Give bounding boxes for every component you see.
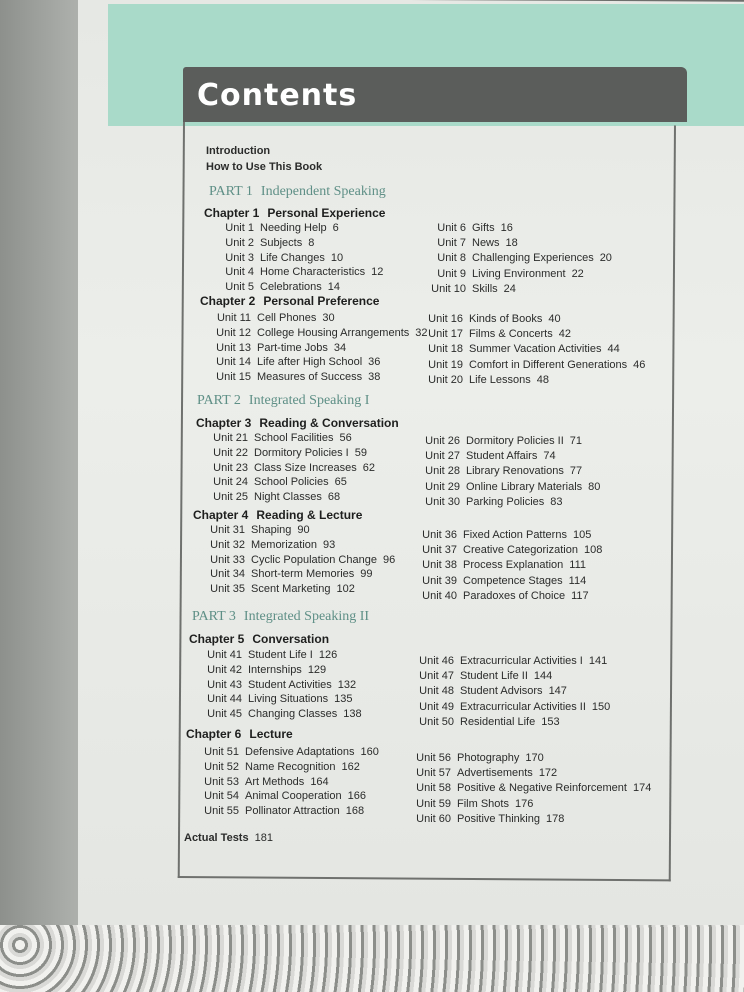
page-title: Contents xyxy=(197,78,358,113)
unit-number: Unit 27 xyxy=(425,450,460,463)
unit-title: Fixed Action Patterns xyxy=(463,529,567,541)
toc-entry xyxy=(416,435,582,447)
unit-title: News xyxy=(472,237,500,250)
unit-title: Student Life I xyxy=(248,649,313,661)
page-number: 90 xyxy=(297,524,310,536)
toc-entry xyxy=(195,790,366,802)
part-title: Integrated Speaking II xyxy=(243,609,370,624)
unit-number: Unit 22 xyxy=(213,446,248,459)
page-number: 10 xyxy=(330,251,344,264)
toc-entry xyxy=(419,313,561,325)
toc-entry xyxy=(207,371,380,383)
page-number: 71 xyxy=(569,435,583,447)
unit-number: Unit 14 xyxy=(216,356,251,369)
unit-number: Unit 38 xyxy=(422,559,457,572)
unit-number: Unit 12 xyxy=(216,326,251,339)
toc-entry xyxy=(413,529,591,541)
toc-entry xyxy=(410,655,607,667)
part-label: PART 1 xyxy=(209,184,253,199)
unit-number: Unit 59 xyxy=(416,797,451,810)
toc-entry xyxy=(419,359,645,371)
unit-number: Unit 56 xyxy=(416,752,451,764)
unit-number: Unit 36 xyxy=(422,529,457,541)
unit-title: Summer Vacation Activities xyxy=(469,343,602,356)
toc-entry xyxy=(410,685,567,697)
unit-number: Unit 57 xyxy=(416,767,451,780)
actual-tests-entry xyxy=(184,832,273,844)
toc-entry xyxy=(198,708,362,720)
unit-number: Unit 51 xyxy=(204,746,239,758)
unit-title: Dormitory Policies I xyxy=(254,446,349,459)
toc-entry xyxy=(204,462,375,474)
unit-number: Unit 40 xyxy=(422,589,457,602)
unit-title: Cell Phones xyxy=(257,312,317,324)
page-number: 117 xyxy=(571,589,589,602)
page-number: 65 xyxy=(334,476,347,489)
toc-entry xyxy=(413,590,589,602)
toc-entry xyxy=(201,539,335,551)
unit-title: Student Activities xyxy=(248,678,332,691)
unit-title: School Policies xyxy=(254,476,329,489)
unit-title: Home Characteristics xyxy=(260,266,366,279)
unit-title: Positive Thinking xyxy=(457,812,540,825)
toc-entry xyxy=(416,465,582,477)
chapter-heading xyxy=(196,416,399,430)
page-number: 172 xyxy=(538,767,558,780)
page-number: 153 xyxy=(541,715,560,728)
page-number: 40 xyxy=(548,313,561,325)
unit-title: Skills xyxy=(472,282,498,295)
unit-title: Dormitory Policies II xyxy=(466,435,564,447)
chapter-title: Personal Experience xyxy=(267,206,386,220)
page-number: 93 xyxy=(323,538,336,551)
page-number: 132 xyxy=(337,678,357,691)
toc-entry xyxy=(413,559,586,571)
unit-number: Unit 15 xyxy=(216,371,251,384)
unit-number: Unit 55 xyxy=(204,805,239,818)
unit-number: Unit 7 xyxy=(437,237,466,250)
unit-title: Extracurricular Activities II xyxy=(460,700,586,713)
unit-number: Unit 5 xyxy=(225,281,254,294)
unit-title: Measures of Success xyxy=(257,371,363,384)
toc-entry xyxy=(210,237,314,249)
page-number: 166 xyxy=(347,790,366,803)
unit-title: Animal Cooperation xyxy=(245,790,342,803)
chapter-heading xyxy=(204,206,385,220)
page-number: 14 xyxy=(327,281,341,294)
page-number: 162 xyxy=(341,760,360,773)
unit-number: Unit 35 xyxy=(210,583,245,596)
toc-entry xyxy=(407,813,564,825)
unit-title: Part-time Jobs xyxy=(257,341,328,354)
unit-number: Unit 60 xyxy=(416,812,451,825)
unit-title: Celebrations xyxy=(260,281,322,294)
page-number: 12 xyxy=(371,266,384,279)
toc-entry xyxy=(407,767,557,779)
toc-entry xyxy=(416,496,563,508)
unit-title: Cyclic Population Change xyxy=(251,553,377,566)
toc-entry xyxy=(195,761,360,773)
unit-title: Parking Policies xyxy=(466,495,545,508)
chapter-title: Reading & Conversation xyxy=(259,416,399,430)
page-number: 16 xyxy=(500,222,513,234)
toc-entry xyxy=(407,782,651,794)
page-number: 105 xyxy=(572,529,592,541)
part-label: PART 3 xyxy=(192,609,236,624)
unit-number: Unit 9 xyxy=(437,267,466,280)
toc-entry xyxy=(419,374,549,386)
unit-number: Unit 44 xyxy=(207,693,242,706)
page-number: 150 xyxy=(591,700,611,713)
toc-entry xyxy=(207,327,428,339)
unit-number: Unit 50 xyxy=(419,715,454,728)
toc-entry xyxy=(195,746,379,758)
unit-title: Shaping xyxy=(251,524,292,536)
unit-title: Gifts xyxy=(472,222,495,234)
page-number: 96 xyxy=(382,553,396,566)
unit-title: Film Shots xyxy=(457,797,509,810)
unit-number: Unit 10 xyxy=(431,282,466,295)
unit-number: Unit 33 xyxy=(210,553,245,566)
unit-number: Unit 3 xyxy=(225,251,254,264)
toc-entry xyxy=(422,252,612,264)
unit-title: Class Size Increases xyxy=(254,461,357,474)
unit-title: Name Recognition xyxy=(245,760,336,773)
unit-number: Unit 28 xyxy=(425,465,460,478)
page-number: 68 xyxy=(327,491,341,504)
unit-number: Unit 32 xyxy=(210,538,245,551)
page-number: 6 xyxy=(332,222,339,234)
part-title: Independent Speaking xyxy=(260,184,386,199)
unit-title: Subjects xyxy=(260,236,303,249)
unit-number: Unit 37 xyxy=(422,544,457,557)
unit-number: Unit 1 xyxy=(225,222,254,234)
toc-entry xyxy=(201,583,355,595)
unit-number: Unit 30 xyxy=(425,495,460,508)
chapter-title: Reading & Lecture xyxy=(256,508,363,522)
unit-title: Residential Life xyxy=(460,715,536,728)
unit-title: Defensive Adaptations xyxy=(245,746,355,758)
unit-number: Unit 26 xyxy=(425,435,460,447)
toc-entry xyxy=(204,447,367,459)
page-number: 38 xyxy=(368,371,381,384)
page-number: 126 xyxy=(318,649,338,661)
unit-number: Unit 43 xyxy=(207,678,242,691)
unit-title: Student Life II xyxy=(460,670,528,683)
part-heading xyxy=(209,184,386,200)
toc-entry xyxy=(210,281,340,293)
chapter-label: Chapter 1 xyxy=(204,206,260,220)
unit-title: Needing Help xyxy=(260,222,327,234)
unit-number: Unit 47 xyxy=(419,670,454,683)
unit-title: Pollinator Attraction xyxy=(245,805,340,818)
chapter-label: Chapter 3 xyxy=(196,416,252,430)
toc-entry xyxy=(201,554,395,566)
unit-title: Process Explanation xyxy=(463,559,564,572)
chapter-heading xyxy=(186,727,293,741)
intro-how-to-use: How to Use This Book xyxy=(206,161,323,173)
page-number: 44 xyxy=(607,343,620,356)
unit-number: Unit 29 xyxy=(425,480,460,493)
unit-title: Kinds of Books xyxy=(469,313,543,325)
unit-title: Life Lessons xyxy=(469,373,531,386)
unit-title: Library Renovations xyxy=(466,465,564,478)
page-number: 62 xyxy=(362,461,375,474)
toc-entry xyxy=(210,252,343,264)
toc-entry xyxy=(207,342,346,354)
unit-title: Positive & Negative Reinforcement xyxy=(457,782,627,795)
page-number: 80 xyxy=(588,480,601,493)
chapter-label: Chapter 2 xyxy=(200,294,256,308)
toc-entry xyxy=(416,450,556,462)
chapter-heading xyxy=(200,294,379,308)
unit-number: Unit 48 xyxy=(419,685,454,698)
unit-title: Internships xyxy=(248,663,302,676)
page-number: 102 xyxy=(336,583,355,596)
chapter-title: Personal Preference xyxy=(263,294,380,308)
page-number: 160 xyxy=(360,746,379,758)
unit-title: Scent Marketing xyxy=(251,583,331,596)
unit-number: Unit 34 xyxy=(210,568,245,581)
page-number: 22 xyxy=(571,267,584,280)
unit-title: Online Library Materials xyxy=(466,480,583,493)
unit-title: College Housing Arrangements xyxy=(257,326,410,339)
unit-number: Unit 39 xyxy=(422,574,457,587)
unit-title: School Facilities xyxy=(254,432,334,444)
page-number: 77 xyxy=(569,465,583,478)
page-number: 108 xyxy=(583,544,603,557)
toc-entry xyxy=(410,670,552,682)
page-number: 141 xyxy=(588,655,608,667)
toc-entry xyxy=(419,328,571,340)
page-number: 135 xyxy=(334,693,353,706)
page-number: 18 xyxy=(505,237,518,250)
unit-title: Living Environment xyxy=(472,267,566,280)
chapter-label: Chapter 6 xyxy=(186,727,242,741)
unit-number: Unit 54 xyxy=(204,790,239,803)
unit-title: Comfort in Different Generations xyxy=(469,358,628,371)
unit-title: Creative Categorization xyxy=(463,544,578,557)
page-number: 42 xyxy=(558,328,571,341)
unit-title: Student Advisors xyxy=(460,685,543,698)
unit-title: Living Situations xyxy=(248,693,329,706)
page-number: 168 xyxy=(345,805,365,818)
unit-title: Advertisements xyxy=(457,767,533,780)
unit-number: Unit 42 xyxy=(207,663,242,676)
page-number: 8 xyxy=(308,236,315,249)
unit-title: Life Changes xyxy=(260,251,325,264)
toc-entry xyxy=(204,476,347,488)
unit-number: Unit 11 xyxy=(216,312,251,324)
unit-number: Unit 4 xyxy=(225,266,254,279)
toc-entry xyxy=(198,664,326,676)
page-number: 56 xyxy=(339,432,352,444)
unit-number: Unit 31 xyxy=(210,524,245,536)
page-number: 178 xyxy=(545,812,565,825)
toc-entry xyxy=(407,798,533,810)
unit-number: Unit 17 xyxy=(428,328,463,341)
unit-number: Unit 46 xyxy=(419,655,454,667)
toc-entry xyxy=(422,237,518,249)
unit-title: Short-term Memories xyxy=(251,568,355,581)
toc-entry xyxy=(419,343,620,355)
page-number: 46 xyxy=(633,358,646,371)
toc-entry xyxy=(407,752,544,764)
unit-number: Unit 23 xyxy=(213,461,248,474)
unit-title: Art Methods xyxy=(245,775,305,788)
toc-entry xyxy=(413,575,586,587)
page-number: 24 xyxy=(503,282,516,295)
toc-entry xyxy=(201,524,310,536)
page-number: 170 xyxy=(525,752,544,764)
chapter-heading xyxy=(189,632,329,646)
unit-number: Unit 21 xyxy=(213,432,248,444)
unit-title: Changing Classes xyxy=(248,708,338,721)
page-number: 48 xyxy=(536,373,550,386)
unit-title: Extracurricular Activities I xyxy=(460,655,583,667)
unit-title: Life after High School xyxy=(257,356,363,369)
unit-title: Paradoxes of Choice xyxy=(463,589,566,602)
toc-entry xyxy=(198,693,352,705)
unit-number: Unit 45 xyxy=(207,708,242,721)
page-number: 20 xyxy=(599,252,612,265)
page-number: 147 xyxy=(548,685,567,698)
part-heading xyxy=(192,609,369,625)
toc-entry xyxy=(210,266,383,278)
toc-entry xyxy=(204,432,352,444)
actual-tests-label: Actual Tests xyxy=(184,832,249,844)
unit-title: Memorization xyxy=(251,538,318,551)
toc-entry xyxy=(201,568,373,580)
unit-number: Unit 58 xyxy=(416,782,451,795)
unit-title: Challenging Experiences xyxy=(472,252,594,265)
unit-number: Unit 18 xyxy=(428,343,463,356)
toc-entry xyxy=(410,701,610,713)
unit-number: Unit 6 xyxy=(437,222,466,234)
part-label: PART 2 xyxy=(197,393,241,408)
page-number: 32 xyxy=(415,326,428,339)
toc-entry xyxy=(198,679,356,691)
toc-entry xyxy=(207,356,380,368)
page-number: 36 xyxy=(368,356,381,369)
page-number: 176 xyxy=(514,797,534,810)
part-heading xyxy=(197,393,369,409)
unit-number: Unit 16 xyxy=(428,313,463,325)
intro-introduction: Introduction xyxy=(206,145,271,157)
unit-number: Unit 19 xyxy=(428,358,463,371)
page-number: 138 xyxy=(343,708,362,721)
unit-title: Student Affairs xyxy=(466,450,538,463)
page-number: 164 xyxy=(310,775,329,788)
page-number: 74 xyxy=(543,450,556,463)
unit-title: Competence Stages xyxy=(463,574,563,587)
page-number: 30 xyxy=(322,312,335,324)
toc-entry xyxy=(210,222,339,234)
page-number: 114 xyxy=(568,574,587,587)
page-number: 181 xyxy=(254,832,273,844)
part-title: Integrated Speaking I xyxy=(248,393,370,408)
toc-entry xyxy=(410,716,560,728)
unit-number: Unit 13 xyxy=(216,341,251,354)
unit-number: Unit 41 xyxy=(207,649,242,661)
toc-entry xyxy=(416,481,600,493)
page-number: 111 xyxy=(569,559,587,572)
toc-entry xyxy=(413,544,602,556)
page-number: 34 xyxy=(333,341,347,354)
page-number: 99 xyxy=(360,568,373,581)
unit-number: Unit 2 xyxy=(225,236,254,249)
unit-number: Unit 49 xyxy=(419,700,454,713)
chapter-label: Chapter 4 xyxy=(193,508,249,522)
unit-number: Unit 20 xyxy=(428,373,463,386)
page-number: 83 xyxy=(550,495,563,508)
unit-number: Unit 53 xyxy=(204,775,239,788)
chapter-title: Lecture xyxy=(249,727,293,741)
page-number: 144 xyxy=(533,670,553,683)
unit-title: Photography xyxy=(457,752,520,764)
chapter-label: Chapter 5 xyxy=(189,632,245,646)
toc-entry xyxy=(195,776,329,788)
toc-entry xyxy=(422,222,513,234)
page-number: 129 xyxy=(307,663,327,676)
chapter-title: Conversation xyxy=(252,632,330,646)
toc-entry xyxy=(207,312,335,324)
toc-entry xyxy=(422,268,584,280)
page-number: 59 xyxy=(354,446,367,459)
toc-entry xyxy=(204,491,340,503)
unit-number: Unit 24 xyxy=(213,476,248,489)
toc-entry xyxy=(195,805,364,817)
unit-number: Unit 8 xyxy=(437,252,466,265)
unit-title: Films & Concerts xyxy=(469,328,553,341)
unit-title: Night Classes xyxy=(254,491,322,504)
chapter-heading xyxy=(193,508,362,522)
page-number: 174 xyxy=(632,782,652,795)
unit-number: Unit 52 xyxy=(204,760,239,773)
toc-entry xyxy=(198,649,337,661)
toc-entry xyxy=(422,283,516,295)
unit-number: Unit 25 xyxy=(213,491,248,504)
